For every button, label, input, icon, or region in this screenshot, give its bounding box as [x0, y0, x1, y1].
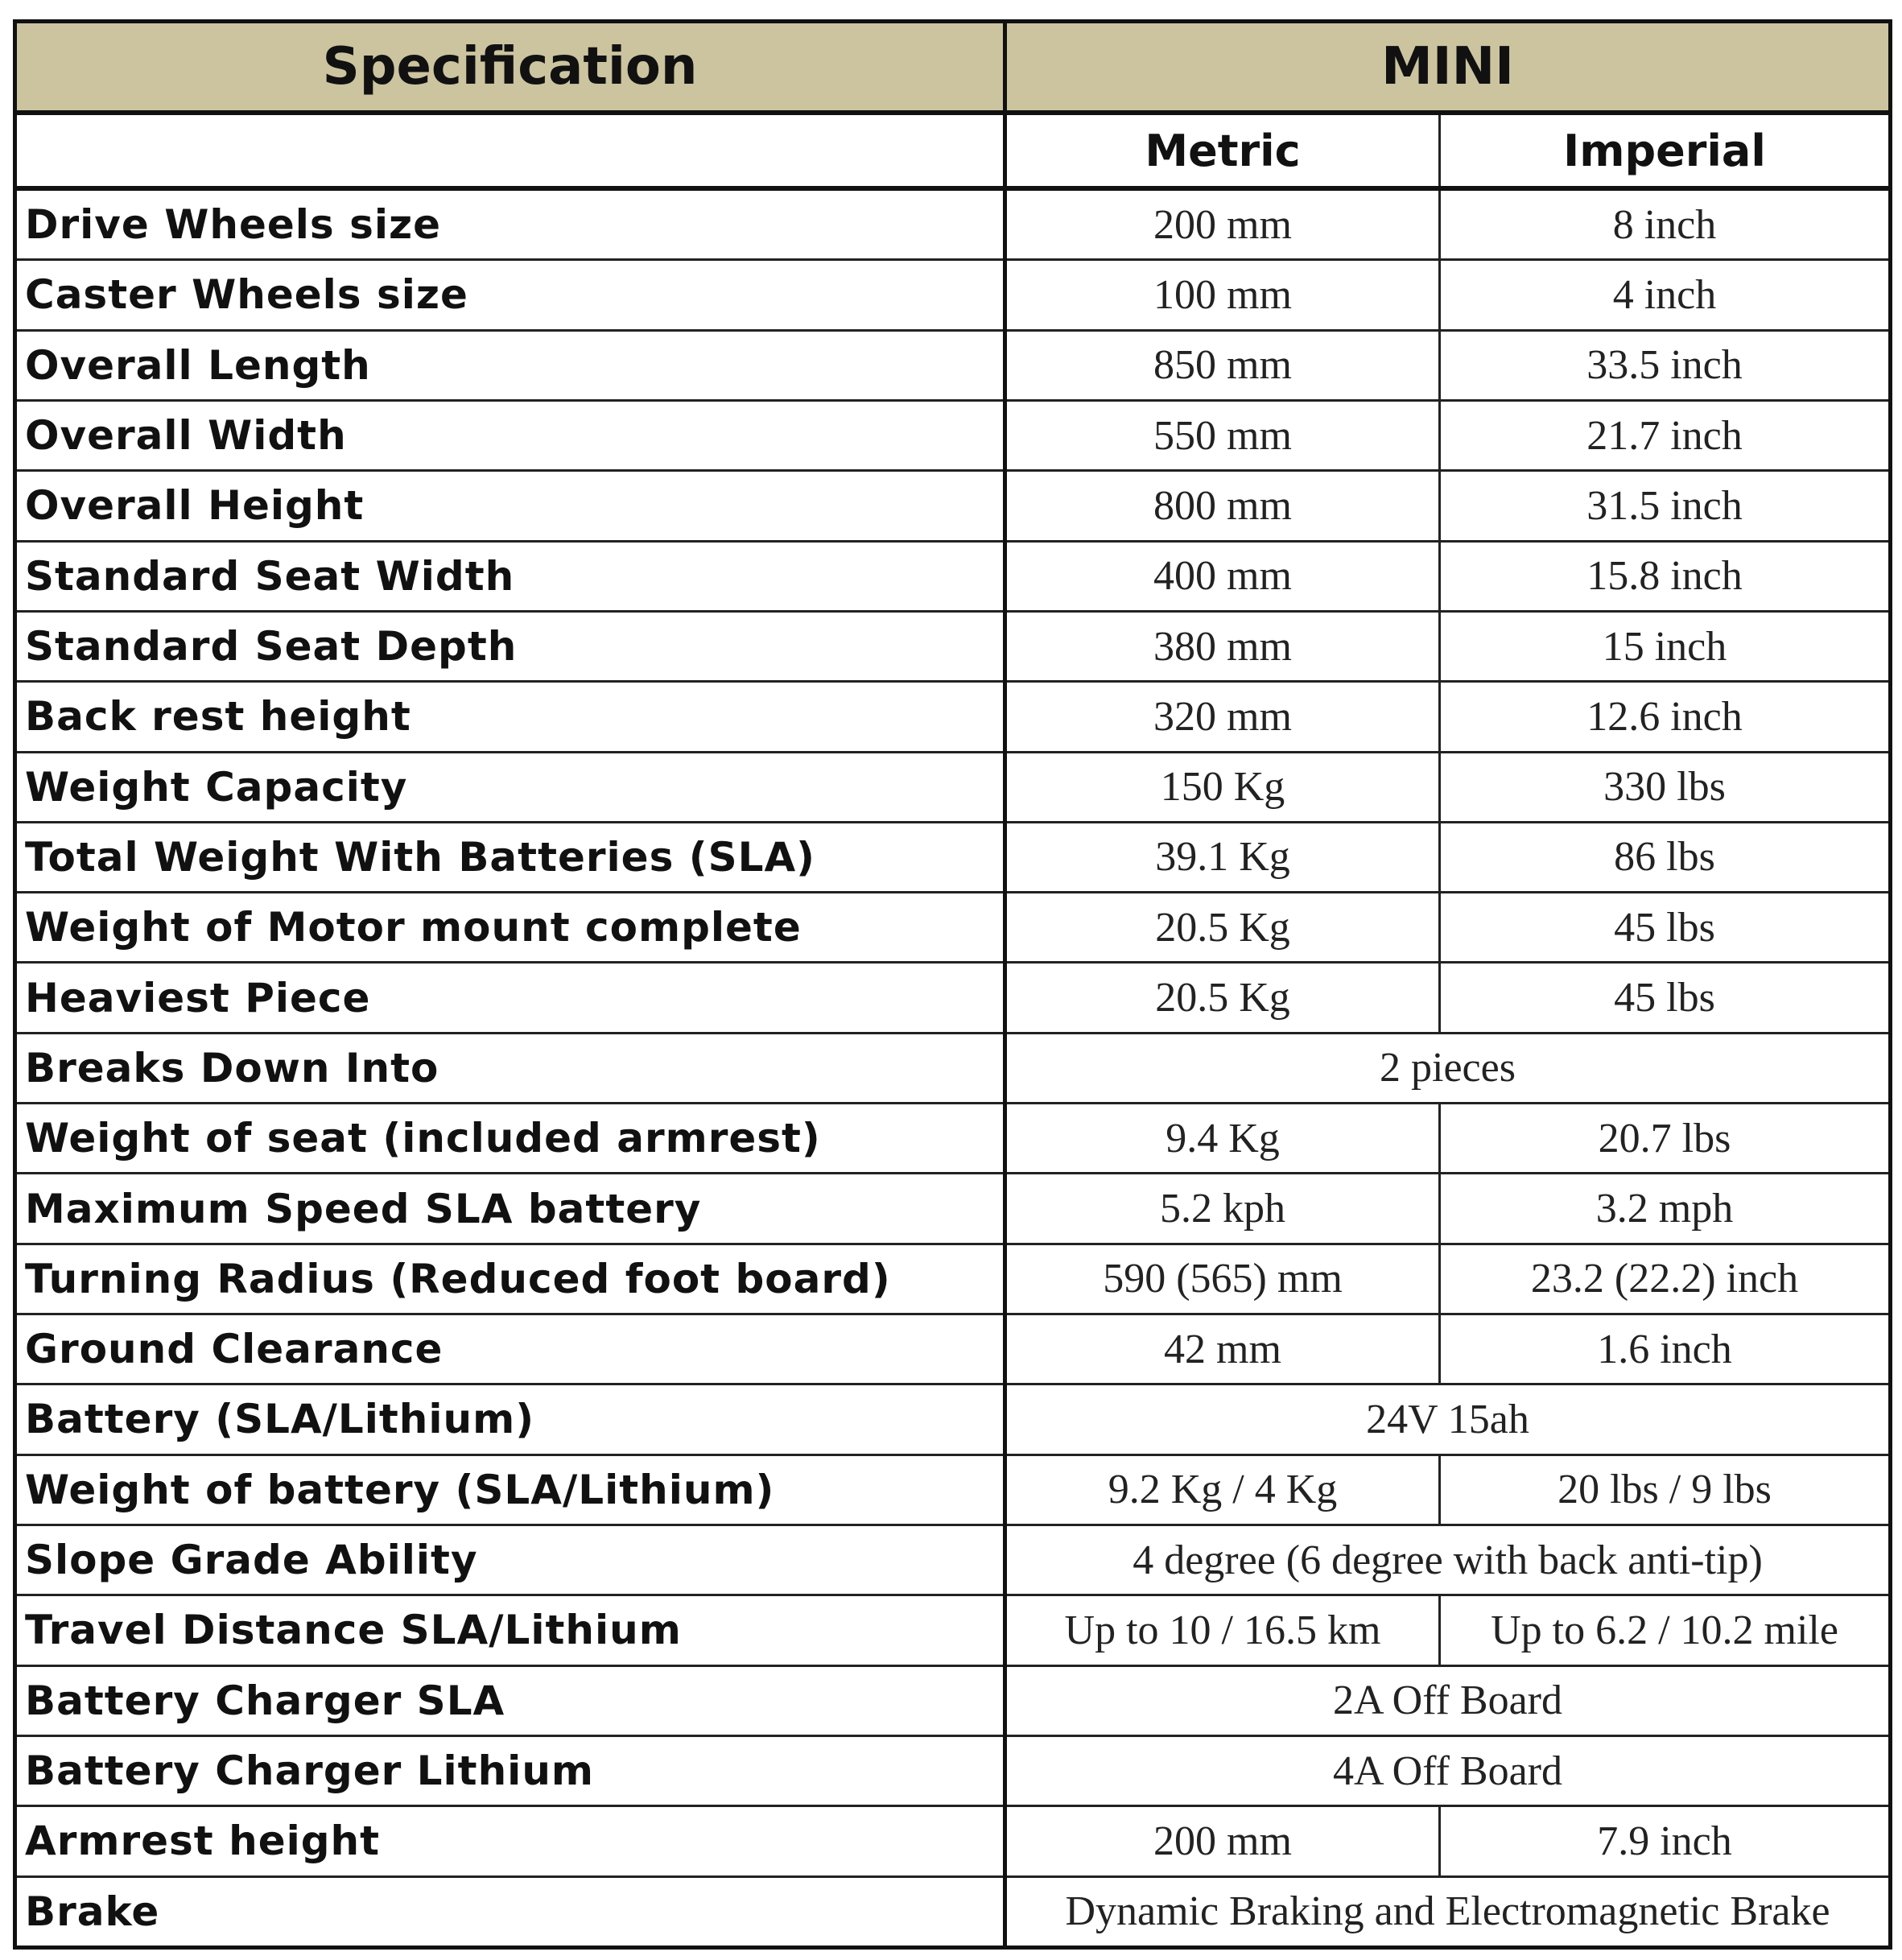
spec-label-cell: Maximum Speed SLA battery — [15, 1174, 1005, 1244]
table-header-row — [15, 22, 1891, 113]
table-row — [15, 963, 1891, 1033]
unit-header-row — [15, 113, 1891, 188]
metric-value-cell: 9.2 Kg / 4 Kg — [1005, 1455, 1440, 1525]
metric-value-cell: 320 mm — [1005, 682, 1440, 752]
table-row — [15, 682, 1891, 752]
imperial-value-cell: 330 lbs — [1440, 752, 1891, 822]
combined-value-cell: Dynamic Braking and Electromagnetic Brake — [1005, 1876, 1891, 1948]
table-row — [15, 611, 1891, 681]
table-row — [15, 893, 1891, 963]
blank-header-cell — [15, 113, 1005, 188]
table-row — [15, 1806, 1891, 1876]
table-row — [15, 471, 1891, 541]
spec-label-cell: Travel Distance SLA/Lithium — [15, 1595, 1005, 1665]
spec-label-cell: Weight Capacity — [15, 752, 1005, 822]
imperial-value-cell: 7.9 inch — [1440, 1806, 1891, 1876]
imperial-value-cell: 3.2 mph — [1440, 1174, 1891, 1244]
metric-value-cell: 100 mm — [1005, 260, 1440, 330]
imperial-value-cell: 20 lbs / 9 lbs — [1440, 1455, 1891, 1525]
table-row — [15, 822, 1891, 892]
spec-table-body — [15, 188, 1891, 1948]
metric-value-cell: 800 mm — [1005, 471, 1440, 541]
imperial-value-cell: 4 inch — [1440, 260, 1891, 330]
spec-label-cell: Standard Seat Depth — [15, 611, 1005, 681]
spec-label-cell: Overall Height — [15, 471, 1005, 541]
table-row — [15, 1314, 1891, 1384]
imperial-value-cell: Up to 6.2 / 10.2 mile — [1440, 1595, 1891, 1665]
imperial-value-cell: 8 inch — [1440, 188, 1891, 260]
imperial-column-header: Imperial — [1440, 113, 1891, 188]
spec-label-cell: Armrest height — [15, 1806, 1005, 1876]
metric-value-cell: 550 mm — [1005, 400, 1440, 470]
table-row — [15, 260, 1891, 330]
imperial-value-cell: 33.5 inch — [1440, 330, 1891, 400]
combined-value-cell: 4 degree (6 degree with back anti-tip) — [1005, 1525, 1891, 1595]
imperial-value-cell: 23.2 (22.2) inch — [1440, 1244, 1891, 1314]
table-row — [15, 400, 1891, 470]
metric-column-header: Metric — [1005, 113, 1440, 188]
spec-label-cell: Weight of seat (included armrest) — [15, 1104, 1005, 1174]
metric-value-cell: Up to 10 / 16.5 km — [1005, 1595, 1440, 1665]
table-row — [15, 1455, 1891, 1525]
table-row — [15, 1174, 1891, 1244]
table-row — [15, 541, 1891, 611]
metric-value-cell: 200 mm — [1005, 188, 1440, 260]
spec-label-cell: Caster Wheels size — [15, 260, 1005, 330]
metric-value-cell: 42 mm — [1005, 1314, 1440, 1384]
spec-label-cell: Drive Wheels size — [15, 188, 1005, 260]
spec-label-cell: Heaviest Piece — [15, 963, 1005, 1033]
imperial-value-cell: 86 lbs — [1440, 822, 1891, 892]
spec-table — [13, 19, 1892, 1950]
imperial-value-cell: 45 lbs — [1440, 893, 1891, 963]
metric-value-cell: 5.2 kph — [1005, 1174, 1440, 1244]
metric-value-cell: 39.1 Kg — [1005, 822, 1440, 892]
spec-label-cell: Turning Radius (Reduced foot board) — [15, 1244, 1005, 1314]
metric-value-cell: 400 mm — [1005, 541, 1440, 611]
table-row — [15, 1033, 1891, 1103]
imperial-value-cell: 12.6 inch — [1440, 682, 1891, 752]
spec-label-cell: Back rest height — [15, 682, 1005, 752]
metric-value-cell: 20.5 Kg — [1005, 893, 1440, 963]
imperial-value-cell: 15.8 inch — [1440, 541, 1891, 611]
metric-value-cell: 380 mm — [1005, 611, 1440, 681]
combined-value-cell: 24V 15ah — [1005, 1384, 1891, 1455]
combined-value-cell: 2 pieces — [1005, 1033, 1891, 1103]
spec-label-cell: Total Weight With Batteries (SLA) — [15, 822, 1005, 892]
table-row — [15, 1104, 1891, 1174]
spec-sheet — [13, 19, 1888, 1950]
imperial-value-cell: 21.7 inch — [1440, 400, 1891, 470]
spec-label-cell: Overall Length — [15, 330, 1005, 400]
spec-label-cell: Standard Seat Width — [15, 541, 1005, 611]
spec-label-cell: Battery (SLA/Lithium) — [15, 1384, 1005, 1455]
table-row — [15, 752, 1891, 822]
table-row — [15, 1665, 1891, 1735]
spec-column-header: Specification — [15, 22, 1005, 113]
combined-value-cell: 2A Off Board — [1005, 1665, 1891, 1735]
imperial-value-cell: 15 inch — [1440, 611, 1891, 681]
spec-label-cell: Ground Clearance — [15, 1314, 1005, 1384]
table-row — [15, 1525, 1891, 1595]
metric-value-cell: 200 mm — [1005, 1806, 1440, 1876]
metric-value-cell: 150 Kg — [1005, 752, 1440, 822]
imperial-value-cell: 20.7 lbs — [1440, 1104, 1891, 1174]
table-row — [15, 1735, 1891, 1805]
spec-label-cell: Battery Charger SLA — [15, 1665, 1005, 1735]
table-row — [15, 1595, 1891, 1665]
spec-label-cell: Weight of Motor mount complete — [15, 893, 1005, 963]
table-row — [15, 1876, 1891, 1948]
table-row — [15, 188, 1891, 260]
table-row — [15, 1384, 1891, 1455]
spec-label-cell: Overall Width — [15, 400, 1005, 470]
metric-value-cell: 20.5 Kg — [1005, 963, 1440, 1033]
metric-value-cell: 590 (565) mm — [1005, 1244, 1440, 1314]
spec-label-cell: Weight of battery (SLA/Lithium) — [15, 1455, 1005, 1525]
metric-value-cell: 850 mm — [1005, 330, 1440, 400]
model-column-header: MINI — [1005, 22, 1891, 113]
spec-label-cell: Brake — [15, 1876, 1005, 1948]
imperial-value-cell: 1.6 inch — [1440, 1314, 1891, 1384]
metric-value-cell: 9.4 Kg — [1005, 1104, 1440, 1174]
spec-label-cell: Breaks Down Into — [15, 1033, 1005, 1103]
imperial-value-cell: 31.5 inch — [1440, 471, 1891, 541]
combined-value-cell: 4A Off Board — [1005, 1735, 1891, 1805]
imperial-value-cell: 45 lbs — [1440, 963, 1891, 1033]
spec-label-cell: Battery Charger Lithium — [15, 1735, 1005, 1805]
table-row — [15, 1244, 1891, 1314]
spec-label-cell: Slope Grade Ability — [15, 1525, 1005, 1595]
table-row — [15, 330, 1891, 400]
